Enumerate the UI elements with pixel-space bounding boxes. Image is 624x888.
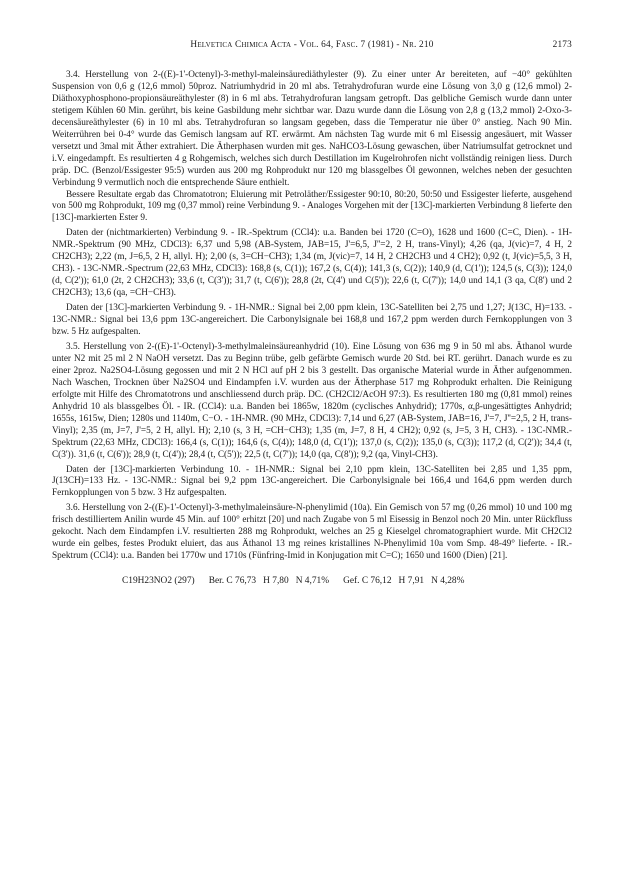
paragraph-3-4: 3.4. Herstellung von 2-((E)-1'-Octenyl)-3-methyl-maleinsäurediäthylester (9). Zu einer unter Ar bereiteten, auf −40° gekühlten Suspension von 0,6 g (12,6 mmol) 50proz. Natriumhydrid in 20 ml abs. Tetrahydrofuran wurde eine Lösung von 3,0 g (12,6 mmol) 2-Diäthoxyphosphono-propionsäureäthylester (8) in 6 ml abs. Tetrahydrofuran langsam getropft. Das gelbliche Gemisch wurde dann unter stetigem Kühlen 60 Min. gerührt, bis keine Gasbildung mehr sichtbar war. Dazu wurde dann die Lösung von 2,8 g (13,2 mmol) 2-Oxo-3-decensäureäthylester (6) in 10 ml abs. Tetrahydrofuran so langsam gegeben, dass die Temperatur nie über 0° anstieg. Nach 90 Min. Weiterrühren bei 0-4° wurde das Gemisch langsam auf RT. erwärmt. Am nächsten Tag wurde mit 6 ml Eisessig angesäuert, mit Wasser versetzt und 3mal mit Äther extrahiert. Die Ätherphasen wurden mit ges. NaHCO3-Lösung gewaschen, über Natriumsulfat getrocknet und i.V. eingedampft. Es resultierten 4 g Rohgemisch, welches sich durch Destillation im Kugelrohrofen nicht vollständig reinigen liess. Durch präp. DC. (Benzol/Essigester 95:5) wurden aus 200 mg Rohprodukt nur 120 mg blassgelbes Öl gewonnen, welches neben der gesuchten Verbindung 9 vermutlich noch die entsprechende Säure enthielt. bbox=[52, 70, 572, 188]
paragraph-3-6: 3.6. Herstellung von 2-((E)-1'-Octenyl)-3-methylmaleinsäure-N-phenylimid (10a). Ein Gemisch von 57 mg (0,26 mmol) 10 und 100 mg frisch destilliertem Anilin wurde 45 Min. auf 100° erhitzt [20] und nach Zugabe von 5 ml Eisessig in Benzol noch 20 Min. unter Rückfluss gekocht. Nach dem Eindampfen i.V. resultierten 288 mg Rohprodukt, welches an 25 g Kieselgel chromatographiert wurde. Mit CH2Cl2 wurde ein gelbes, festes Produkt eluiert, das aus Äthanol 13 mg reines kristallines N-Phenylimid 10a vom Smp. 48-49° lieferte. - IR.-Spektrum (CCl4): u.a. Banden bei 1770w und 1710s (Fünfring-Imid in Konjugation mit C=C); 1650 und 1600 (Dien) [21]. bbox=[52, 503, 572, 562]
running-header bbox=[52, 40, 572, 56]
paragraph-data-13c-10: Daten der [13C]-markierten Verbindung 10. - 1H-NMR.: Signal bei 2,10 ppm klein, 13C-Satelliten bei 2,85 und 1,35 ppm, J(13CH)=133 Hz. - 13C-NMR.: Signal bei 9,2 ppm 13C-angereichert. Die Carbonylsignale bei 166,4 und 164,6 ppm werden durch Fernkopplungen von 5 bzw. 3 Hz aufgespalten. bbox=[52, 464, 572, 499]
article-body bbox=[52, 70, 572, 563]
journal-page bbox=[52, 40, 572, 586]
elemental-analysis: C19H23NO2 (297) Ber. C 76,73 H 7,80 N 4,71% Gef. C 76,12 H 7,91 N 4,28% bbox=[122, 576, 465, 587]
page-number: 2173 bbox=[552, 40, 572, 50]
paragraph-data-9: Daten der (nichtmarkierten) Verbindung 9. - IR.-Spektrum (CCl4): u.a. Banden bei 1720 (C=O), 1628 und 1600 (C=C, Dien). - 1H-NMR.-Spektrum (90 MHz, CDCl3): 6,37 und 5,98 (AB-System, JAB=15, J'=6,5, J''=2, 2 H, trans-Vinyl); 4,26 (qa, J(vic)=7, 4 H, 2 CH2CH3); 2,22 (m, J=6,5, 2 H, allyl. H); 2,00 (s, 3=CH−CH3); 1,34 (m, J(vic)=7, 14 H, 2 CH2CH3 und 4 CH2); 0,92 (t, J(vic)=5,5, 3 H, CH3). - 13C-NMR.-Spectrum (22,63 MHz, CDCl3): 168,8 (s, C(1)); 167,2 (s, C(4)); 141,3 (s, C(2)); 140,9 (d, C(1')); 124,5 (s, C(3)); 124,0 (d, C(2')); 61,0 (2t, 2 CH2CH3); 33,6 (t, C(3')); 31,7 (t, C(6')); 28,8 (2t, C(4') und C(5')); 22,6 (t, C(7')); 14,0 und 14,1 (3 qa, C(8') und 2 CH2CH3); 13,6 (qa, =CH−CH3). bbox=[52, 228, 572, 299]
paragraph-3-5: 3.5. Herstellung von 2-((E)-1'-Octenyl)-3-methylmaleinsäureanhydrid (10). Eine Lösung von 636 mg 9 in 50 ml abs. Äthanol wurde unter N2 mit 25 ml 2 N NaOH versetzt. Das zu Beginn trübe, gelb gefärbte Gemisch wurde 20 Std. bei RT. gerührt. Danach wurde es zu einer 2proz. Na2SO4-Lösung gegossen und mit 2 N HCl auf pH 2 bis 3 gestellt. Das organische Material wurde in Äther aufgenommen. Nach Waschen, Trocknen über Na2SO4 und Eindampfen i.V. wurden aus der Ätherphase 517 mg Rohprodukt erhalten. Die Reinigung erfolgte mit Hilfe des Chromatotrons und anschliessend durch präp. DC. (CH2Cl2/AcOH 97:3). Es resultierten 180 mg (0,81 mmol) reines Anhydrid 10 als blassgelbes Öl. - IR. (CCl4): u.a. Banden bei 1865w, 1820m (cyclisches Anhydrid); 1770s, α,β-ungesättigtes Anhydrid; 1655s, 1615w, Dien; 1280s und 1140m, C−O. - 1H-NMR. (90 MHz, CDCl3): 7,14 und 6,27 (AB-System, JAB=16, J'=7, J''=2,5, 2 H, trans-Vinyl); 2,35 (m, J=7, J'=5, 2 H, allyl. H); 2,10 (s, 3 H, =CH−CH3); 1,35 (m, J=7, 8 H, 4 CH2); 0,92 (s, J=5, 3 H, CH3). - 13C-NMR.-Spektrum (22,63 MHz, CDCl3): 166,4 (s, C(1)); 164,6 (s, C(4)); 148,0 (d, C(1')); 137,0 (s, C(2)); 135,0 (s, C(3)); 117,2 (d, C(2')); 34,4 (t, C(3')). 31,6 (t, C(6')); 28,9 (t, C(4')); 28,4 (t, C(5')); 22,5 (t, C(7')); 14,0 (qa, C(8')); 9,2 (qa, Vinyl-CH3). bbox=[52, 341, 572, 460]
paragraph-data-13c-9: Daten der [13C]-markierten Verbindung 9. - 1H-NMR.: Signal bei 2,00 ppm klein, 13C-Satelliten bei 2,75 und 1,27; J(13C, H)=133. - 13C-NMR.: Signal bei 13,6 ppm 13C-angereichert. Die Carbonylsignale bei 168,8 und 167,2 ppm werden durch Fernkopplungen von 3 bzw. 5 Hz aufgespalten. bbox=[52, 303, 572, 338]
running-title: Helvetica Chimica Acta - Vol. 64, Fasc. 7 (1981) - Nr. 210 bbox=[190, 40, 434, 50]
paragraph-chromatotron: Bessere Resultate ergab das Chromatotron; Eluierung mit Petroläther/Essigester 90:10, 80:20, 50:50 und Essigester lieferte, ausgehend von 500 mg Rohprodukt, 109 mg (0,37 mmol) reine Verbindung 9. - Analoges Vorgehen mit der [13C]-markierten Verbindung 8 lieferte den [13C]-markierten Ester 9. bbox=[52, 189, 572, 224]
